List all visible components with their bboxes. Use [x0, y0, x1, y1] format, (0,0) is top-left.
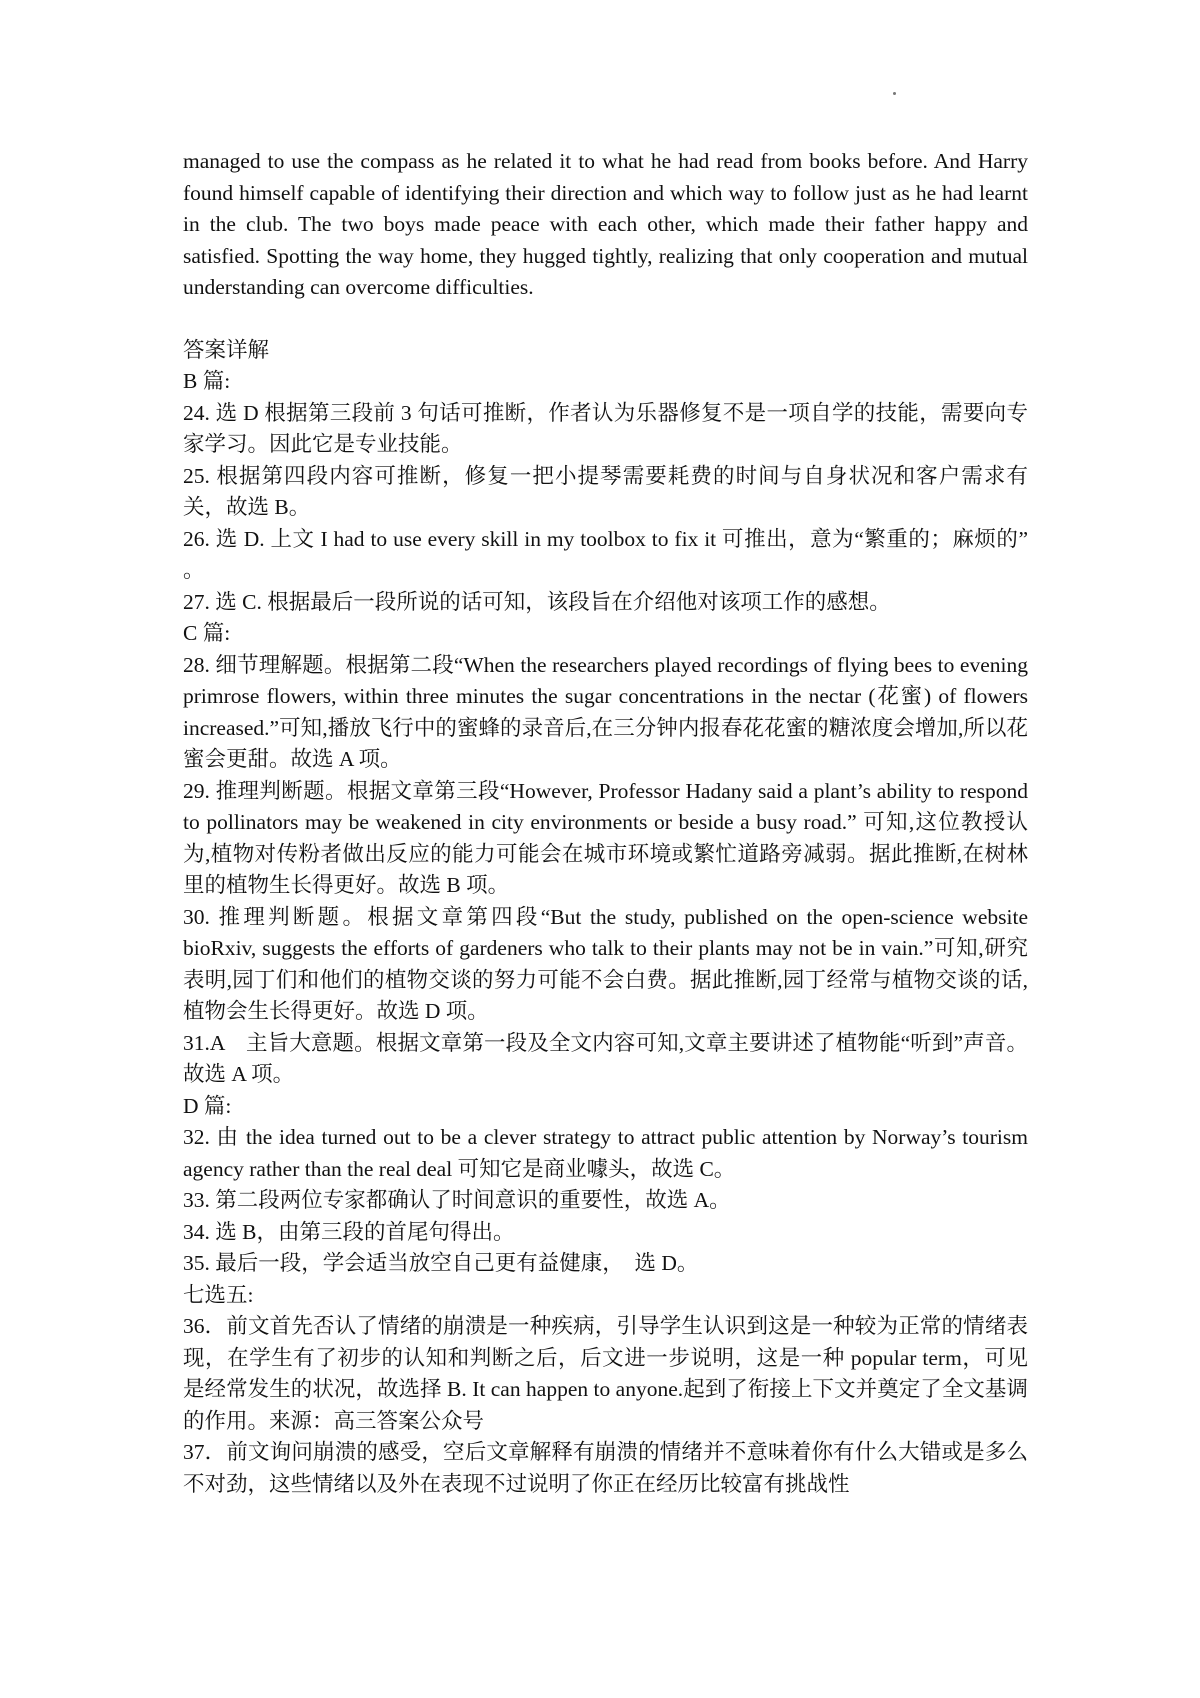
section-seven-heading: 七选五:: [183, 1282, 254, 1307]
answer-item-31: 31.A 主旨大意题。根据文章第一段及全文内容可知,文章主要讲述了植物能“听到”声音。故选 A 项。: [183, 1030, 1028, 1086]
section-b-heading: B 篇:: [183, 369, 231, 393]
page-mark: [893, 92, 896, 95]
document-body: [183, 146, 1028, 1500]
answer-item-25: 25. 根据第四段内容可推断，修复一把小提琴需要耗费的时间与自身状况和客户需求有关，故选 B。: [183, 463, 1028, 519]
answer-item-30: 30. 推理判断题。根据文章第四段“But the study, published on the open-science website bioRxiv, suggests the efforts of gardeners who talk to their plants may not be in vain.”可知,研究表明,园丁们和他们的植物交谈的努力可能不会白费。据此推断,园丁经常与植物交谈的话,植物会生长得更好。故选 D 项。: [183, 904, 1028, 1023]
answer-item-29: 29. 推理判断题。根据文章第三段“However, Professor Hadany said a plant’s ability to respond to pollinators may be weakened in city environments or beside a busy road.” 可知,这位教授认为,植物对传粉者做出反应的能力可能会在城市环境或繁忙道路旁减弱。据此推断,在树林里的植物生长得更好。故选 B 项。: [183, 778, 1028, 897]
answer-item-36: 36．前文首先否认了情绪的崩溃是一种疾病，引导学生认识到这是一种较为正常的情绪表现，在学生有了初步的认知和判断之后，后文进一步说明，这是一种 popular term，可见是经常发生的状况，故选择 B. It can happen to anyone.起到了衔接上下文并奠定了全文基调的作用。来源：高三答案公众号: [183, 1314, 1028, 1433]
intro-paragraph: managed to use the compass as he related it to what he had read from books before. And Harry found himself capable of identifying their direction and which way to follow just as he had learnt in the club. The two boys made peace with each other, which made their father happy and satisfied. Spotting the way home, they hugged tightly, realizing that only cooperation and mutual understanding can overcome difficulties.: [183, 149, 1028, 299]
answer-item-33: 33. 第二段两位专家都确认了时间意识的重要性，故选 A。: [183, 1188, 731, 1212]
answer-item-26: 26. 选 D. 上文 I had to use every skill in my toolbox to fix it 可推出，意为“繁重的；麻烦的” 。: [183, 526, 1028, 582]
answers-heading: 答案详解: [183, 337, 270, 362]
answer-item-34: 34. 选 B，由第三段的首尾句得出。: [183, 1219, 515, 1244]
answer-item-27: 27. 选 C. 根据最后一段所说的话可知，该段旨在介绍他对该项工作的感想。: [183, 589, 891, 614]
section-c-heading: C 篇:: [183, 621, 231, 645]
answer-item-35: 35. 最后一段，学会适当放空自己更有益健康， 选 D。: [183, 1251, 699, 1275]
paragraph-gap: [183, 304, 1028, 335]
answer-item-37: 37．前文询问崩溃的感受，空后文章解释有崩溃的情绪并不意味着你有什么大错或是多么不对劲，这些情绪以及外在表现不过说明了你正在经历比较富有挑战性: [183, 1440, 1028, 1496]
answer-item-24: 24. 选 D 根据第三段前 3 句话可推断，作者认为乐器修复不是一项自学的技能，需要向专家学习。因此它是专业技能。: [183, 400, 1028, 456]
answer-item-28: 28. 细节理解题。根据第二段“When the researchers played recordings of flying bees to evening primrose flowers, within three minutes the sugar concentrations in the nectar (花蜜) of flowers increased.”可知,播放飞行中的蜜蜂的录音后,在三分钟内报春花花蜜的糖浓度会增加,所以花蜜会更甜。故选 A 项。: [183, 652, 1028, 771]
section-d-heading: D 篇:: [183, 1093, 232, 1118]
answer-item-32: 32. 由 the idea turned out to be a clever strategy to attract public attention by Norway’s tourism agency rather than the real deal 可知它是商业噱头，故选 C。: [183, 1125, 1028, 1181]
